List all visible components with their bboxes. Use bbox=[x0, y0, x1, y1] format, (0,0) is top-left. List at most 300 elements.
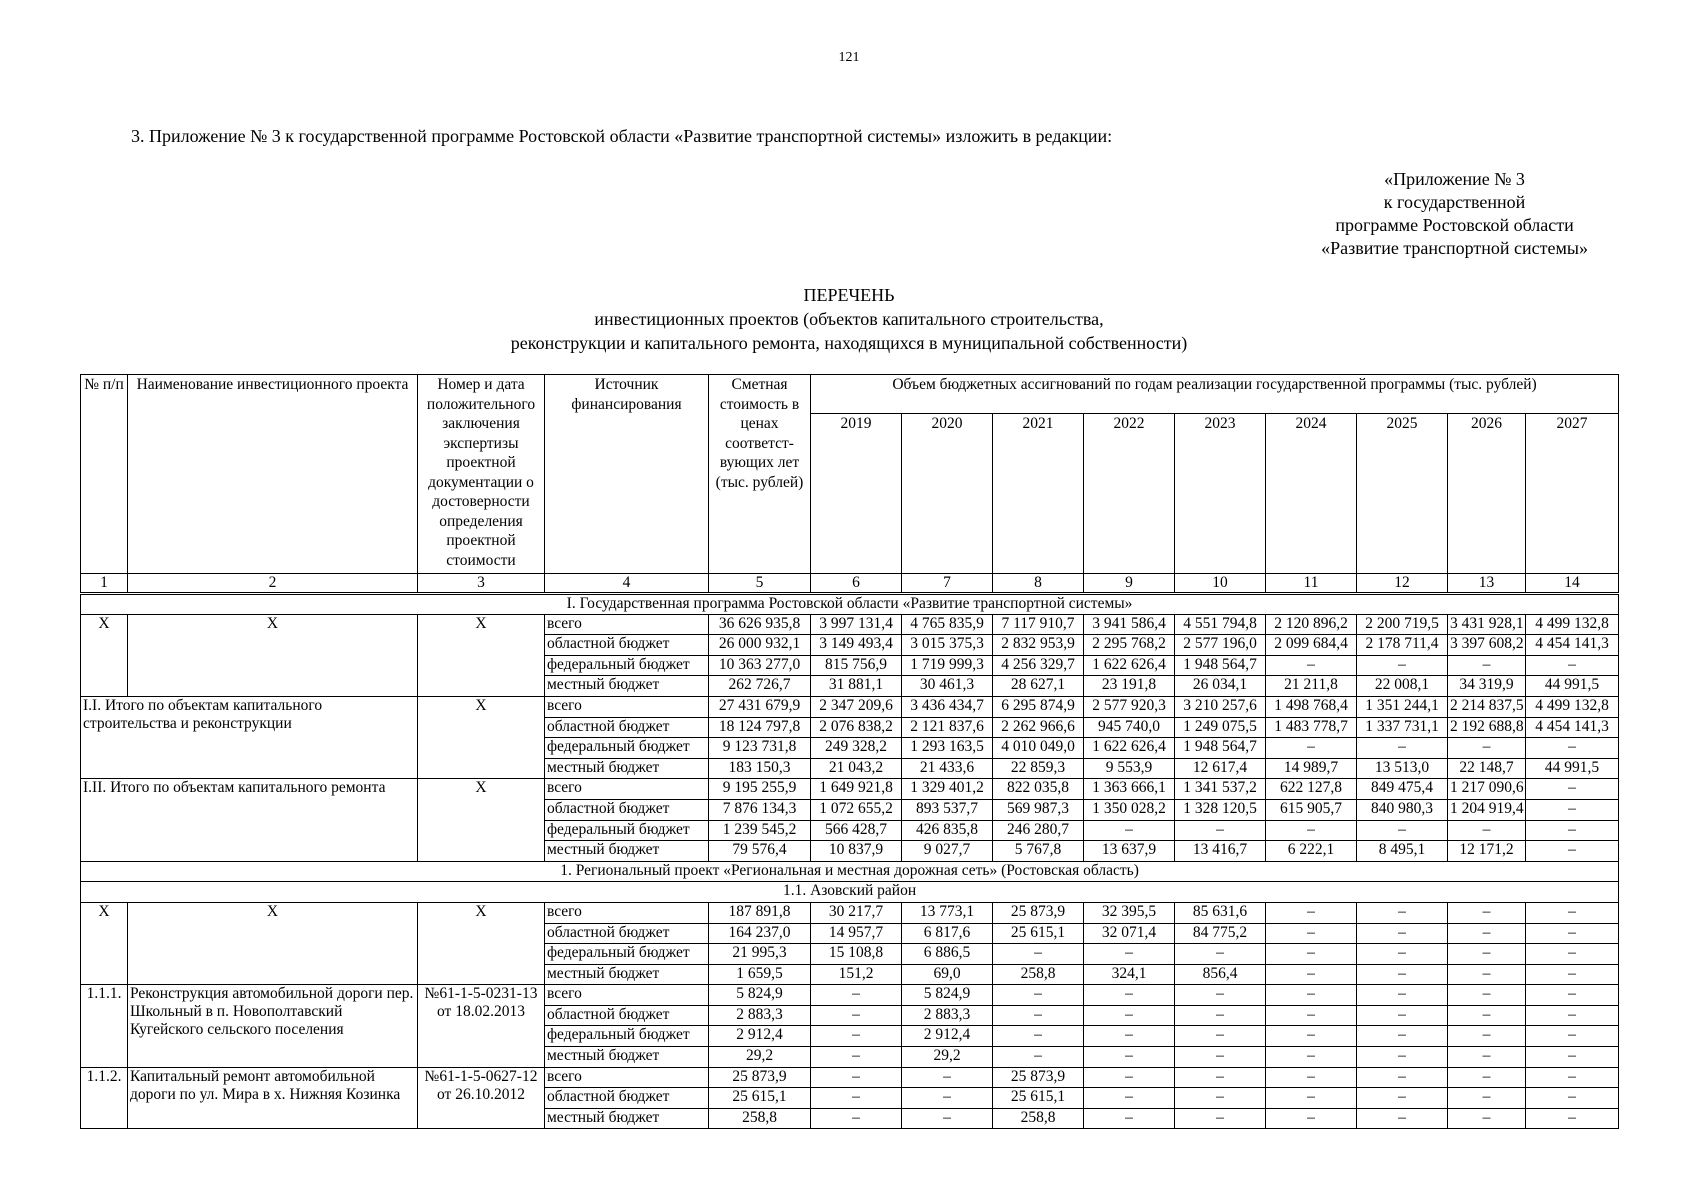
amount-cell: 840 980,3 bbox=[1357, 799, 1448, 820]
amount-cell: – bbox=[1526, 1067, 1619, 1088]
page-number: 121 bbox=[838, 50, 860, 65]
amount-cell: – bbox=[1448, 923, 1526, 944]
amount-cell: 945 740,0 bbox=[1084, 717, 1175, 738]
amount-cell: – bbox=[1448, 964, 1526, 985]
amount-cell: 84 775,2 bbox=[1175, 923, 1266, 944]
amount-cell: 2 192 688,8 bbox=[1448, 717, 1526, 738]
item-number: 1.1.1. bbox=[81, 985, 128, 1067]
amount-cell: 30 217,7 bbox=[811, 902, 902, 923]
expertise-number: X bbox=[418, 779, 545, 861]
item-number: X bbox=[81, 902, 128, 984]
amount-cell: 258,8 bbox=[993, 964, 1084, 985]
amount-cell: 79 576,4 bbox=[709, 841, 811, 862]
header-name: Наименование инвестиционного проекта bbox=[128, 375, 418, 574]
appendix-line: программе Ростовской области bbox=[1335, 215, 1574, 235]
funding-source: всего bbox=[545, 902, 709, 923]
amount-cell: 3 149 493,4 bbox=[811, 635, 902, 656]
amount-cell: 25 615,1 bbox=[993, 923, 1084, 944]
column-number: 5 bbox=[709, 574, 811, 594]
amount-cell: – bbox=[1357, 985, 1448, 1006]
amount-cell: – bbox=[1175, 1005, 1266, 1026]
year-header: 2023 bbox=[1175, 414, 1266, 574]
table-row bbox=[81, 1067, 1619, 1088]
amount-cell: 1 337 731,1 bbox=[1357, 717, 1448, 738]
amount-cell: 1 350 028,2 bbox=[1084, 799, 1175, 820]
funding-source: федеральный бюджет bbox=[545, 1026, 709, 1047]
amount-cell: – bbox=[1266, 985, 1357, 1006]
amount-cell: – bbox=[1175, 1088, 1266, 1109]
amount-cell: – bbox=[1084, 1026, 1175, 1047]
amount-cell: 2 347 209,6 bbox=[811, 696, 902, 717]
amount-cell: 5 824,9 bbox=[709, 985, 811, 1006]
section-row bbox=[81, 861, 1619, 882]
funding-source: местный бюджет bbox=[545, 841, 709, 862]
amount-cell: 622 127,8 bbox=[1266, 779, 1357, 800]
amount-cell: – bbox=[1448, 902, 1526, 923]
amount-cell: 25 873,9 bbox=[709, 1067, 811, 1088]
appendix-line: «Развитие транспортной системы» bbox=[1321, 238, 1588, 258]
amount-cell: – bbox=[1448, 1026, 1526, 1047]
amount-cell: 5 824,9 bbox=[902, 985, 993, 1006]
amount-cell: – bbox=[1448, 820, 1526, 841]
amount-cell: 1 498 768,4 bbox=[1266, 696, 1357, 717]
table-row bbox=[81, 902, 1619, 923]
funding-source: федеральный бюджет bbox=[545, 738, 709, 759]
amount-cell: 23 191,8 bbox=[1084, 676, 1175, 697]
investment-projects-table bbox=[80, 374, 1619, 1129]
amount-cell: 3 941 586,4 bbox=[1084, 614, 1175, 635]
amount-cell: – bbox=[993, 1047, 1084, 1068]
amount-cell: – bbox=[1526, 799, 1619, 820]
year-header: 2025 bbox=[1357, 414, 1448, 574]
amount-cell: 3 436 434,7 bbox=[902, 696, 993, 717]
amount-cell: 1 239 545,2 bbox=[709, 820, 811, 841]
amount-cell: – bbox=[1526, 902, 1619, 923]
title-line: реконструкции и капитального ремонта, находящихся в муниципальной собственности) bbox=[510, 333, 1188, 353]
amount-cell: 4 499 132,8 bbox=[1526, 696, 1619, 717]
amount-cell: 1 622 626,4 bbox=[1084, 738, 1175, 759]
amount-cell: 22 148,7 bbox=[1448, 758, 1526, 779]
amount-cell: 249 328,2 bbox=[811, 738, 902, 759]
amount-cell: 10 837,9 bbox=[811, 841, 902, 862]
amount-cell: 2 912,4 bbox=[902, 1026, 993, 1047]
amount-cell: 2 912,4 bbox=[709, 1026, 811, 1047]
table-row bbox=[81, 779, 1619, 800]
section-row bbox=[81, 882, 1619, 903]
amount-cell: 1 341 537,2 bbox=[1175, 779, 1266, 800]
amount-cell: 4 551 794,8 bbox=[1175, 614, 1266, 635]
amount-cell: 9 123 731,8 bbox=[709, 738, 811, 759]
amount-cell: 1 363 666,1 bbox=[1084, 779, 1175, 800]
amount-cell: 1 948 564,7 bbox=[1175, 655, 1266, 676]
amount-cell: 2 832 953,9 bbox=[993, 635, 1084, 656]
amount-cell: 1 204 919,4 bbox=[1448, 799, 1526, 820]
amount-cell: – bbox=[1526, 1026, 1619, 1047]
amount-cell: – bbox=[1526, 1005, 1619, 1026]
amount-cell: – bbox=[811, 1005, 902, 1026]
amount-cell: 324,1 bbox=[1084, 964, 1175, 985]
amount-cell: – bbox=[1266, 1108, 1357, 1129]
amount-cell: – bbox=[1357, 944, 1448, 965]
amount-cell: 2 178 711,4 bbox=[1357, 635, 1448, 656]
amount-cell: – bbox=[1357, 902, 1448, 923]
amount-cell: 4 010 049,0 bbox=[993, 738, 1084, 759]
amount-cell: – bbox=[1448, 1108, 1526, 1129]
item-number: X bbox=[81, 614, 128, 696]
amount-cell: 6 295 874,9 bbox=[993, 696, 1084, 717]
amount-cell: 9 553,9 bbox=[1084, 758, 1175, 779]
amount-cell: – bbox=[1084, 985, 1175, 1006]
amount-cell: – bbox=[1357, 738, 1448, 759]
funding-source: всего bbox=[545, 1067, 709, 1088]
amount-cell: 815 756,9 bbox=[811, 655, 902, 676]
amount-cell: 2 214 837,5 bbox=[1448, 696, 1526, 717]
amount-cell: 246 280,7 bbox=[993, 820, 1084, 841]
amount-cell: 6 886,5 bbox=[902, 944, 993, 965]
amount-cell: 2 883,3 bbox=[902, 1005, 993, 1026]
amount-cell: – bbox=[1266, 1067, 1357, 1088]
amount-cell: 34 319,9 bbox=[1448, 676, 1526, 697]
amount-cell: 4 499 132,8 bbox=[1526, 614, 1619, 635]
amount-cell: 4 454 141,3 bbox=[1526, 635, 1619, 656]
appendix-line: «Приложение № 3 bbox=[1384, 169, 1525, 189]
amount-cell: 5 767,8 bbox=[993, 841, 1084, 862]
amount-cell: 187 891,8 bbox=[709, 902, 811, 923]
amount-cell: 426 835,8 bbox=[902, 820, 993, 841]
column-number: 14 bbox=[1526, 574, 1619, 594]
amount-cell: 13 416,7 bbox=[1175, 841, 1266, 862]
amount-cell: 258,8 bbox=[993, 1108, 1084, 1129]
amount-cell: – bbox=[1266, 1047, 1357, 1068]
amount-cell: 18 124 797,8 bbox=[709, 717, 811, 738]
funding-source: всего bbox=[545, 985, 709, 1006]
amount-cell: 30 461,3 bbox=[902, 676, 993, 697]
amount-cell: – bbox=[1084, 820, 1175, 841]
amount-cell: – bbox=[1084, 1047, 1175, 1068]
amount-cell: 2 577 196,0 bbox=[1175, 635, 1266, 656]
amount-cell: 28 627,1 bbox=[993, 676, 1084, 697]
column-number: 11 bbox=[1266, 574, 1357, 594]
column-number: 6 bbox=[811, 574, 902, 594]
amount-cell: 849 475,4 bbox=[1357, 779, 1448, 800]
amount-cell: – bbox=[1357, 1067, 1448, 1088]
amount-cell: 31 881,1 bbox=[811, 676, 902, 697]
amount-cell: 21 995,3 bbox=[709, 944, 811, 965]
amount-cell: 164 237,0 bbox=[709, 923, 811, 944]
year-header: 2027 bbox=[1526, 414, 1619, 574]
amount-cell: 1 622 626,4 bbox=[1084, 655, 1175, 676]
amount-cell: 1 249 075,5 bbox=[1175, 717, 1266, 738]
amount-cell: – bbox=[1526, 655, 1619, 676]
amount-cell: – bbox=[1175, 985, 1266, 1006]
amount-cell: 15 108,8 bbox=[811, 944, 902, 965]
amount-cell: – bbox=[1266, 1088, 1357, 1109]
amount-cell: – bbox=[1448, 1047, 1526, 1068]
amount-cell: 25 873,9 bbox=[993, 1067, 1084, 1088]
section-row bbox=[81, 594, 1619, 615]
funding-source: федеральный бюджет bbox=[545, 655, 709, 676]
appendix-line: к государственной bbox=[1383, 192, 1526, 212]
amount-cell: 6 222,1 bbox=[1266, 841, 1357, 862]
table-row bbox=[81, 985, 1619, 1006]
amount-cell: 856,4 bbox=[1175, 964, 1266, 985]
amount-cell: 183 150,3 bbox=[709, 758, 811, 779]
amount-cell: – bbox=[1084, 1088, 1175, 1109]
amount-cell: – bbox=[1266, 902, 1357, 923]
amount-cell: – bbox=[902, 1067, 993, 1088]
amount-cell: – bbox=[993, 1005, 1084, 1026]
amount-cell: – bbox=[1084, 1005, 1175, 1026]
amount-cell: 1 351 244,1 bbox=[1357, 696, 1448, 717]
amount-cell: 2 121 837,6 bbox=[902, 717, 993, 738]
funding-source: всего bbox=[545, 614, 709, 635]
funding-source: местный бюджет bbox=[545, 758, 709, 779]
column-number: 3 bbox=[418, 574, 545, 594]
column-number: 4 bbox=[545, 574, 709, 594]
amount-cell: – bbox=[1266, 1005, 1357, 1026]
amount-cell: 262 726,7 bbox=[709, 676, 811, 697]
amount-cell: – bbox=[1357, 1047, 1448, 1068]
amount-cell: – bbox=[1448, 944, 1526, 965]
amount-cell: 29,2 bbox=[902, 1047, 993, 1068]
total-name: I.II. Итого по объектам капитального ремонта bbox=[81, 779, 418, 861]
funding-source: федеральный бюджет bbox=[545, 944, 709, 965]
amount-cell: 26 034,1 bbox=[1175, 676, 1266, 697]
amount-cell: – bbox=[1526, 964, 1619, 985]
table-row bbox=[81, 614, 1619, 635]
amount-cell: 9 027,7 bbox=[902, 841, 993, 862]
amount-cell: 2 099 684,4 bbox=[1266, 635, 1357, 656]
expertise-number: X bbox=[418, 614, 545, 696]
amount-cell: – bbox=[1175, 1047, 1266, 1068]
amount-cell: 1 719 999,3 bbox=[902, 655, 993, 676]
funding-source: областной бюджет bbox=[545, 635, 709, 656]
amount-cell: – bbox=[1448, 1005, 1526, 1026]
amount-cell: – bbox=[1175, 1108, 1266, 1129]
amount-cell: – bbox=[811, 985, 902, 1006]
column-number: 12 bbox=[1357, 574, 1448, 594]
amount-cell: 2 577 920,3 bbox=[1084, 696, 1175, 717]
funding-source: местный бюджет bbox=[545, 964, 709, 985]
amount-cell: – bbox=[1175, 820, 1266, 841]
header-source: Источник финансирования bbox=[545, 375, 709, 574]
project-name: X bbox=[128, 614, 418, 696]
amount-cell: 36 626 935,8 bbox=[709, 614, 811, 635]
title-line: ПЕРЕЧЕНЬ bbox=[803, 285, 895, 305]
amount-cell: 85 631,6 bbox=[1175, 902, 1266, 923]
amount-cell: 22 008,1 bbox=[1357, 676, 1448, 697]
amount-cell: – bbox=[1448, 985, 1526, 1006]
year-header: 2024 bbox=[1266, 414, 1357, 574]
header-volume: Объем бюджетных ассигнований по годам реализации государственной программы (тыс. рублей) bbox=[811, 375, 1619, 414]
amount-cell: 7 117 910,7 bbox=[993, 614, 1084, 635]
amount-cell: – bbox=[1357, 1026, 1448, 1047]
funding-source: местный бюджет bbox=[545, 1108, 709, 1129]
intro-paragraph: 3. Приложение № 3 к государственной программе Ростовской области «Развитие транспортной системы» изложить в редакции: bbox=[131, 126, 1113, 146]
amount-cell: 25 615,1 bbox=[709, 1088, 811, 1109]
amount-cell: 44 991,5 bbox=[1526, 676, 1619, 697]
amount-cell: – bbox=[1526, 1088, 1619, 1109]
expertise-number: X bbox=[418, 902, 545, 984]
amount-cell: – bbox=[1266, 944, 1357, 965]
year-header: 2026 bbox=[1448, 414, 1526, 574]
amount-cell: 2 120 896,2 bbox=[1266, 614, 1357, 635]
funding-source: местный бюджет bbox=[545, 676, 709, 697]
column-number: 13 bbox=[1448, 574, 1526, 594]
amount-cell: 569 987,3 bbox=[993, 799, 1084, 820]
amount-cell: 4 256 329,7 bbox=[993, 655, 1084, 676]
amount-cell: 26 000 932,1 bbox=[709, 635, 811, 656]
funding-source: всего bbox=[545, 696, 709, 717]
amount-cell: – bbox=[1175, 1067, 1266, 1088]
amount-cell: – bbox=[993, 944, 1084, 965]
amount-cell: 1 217 090,6 bbox=[1448, 779, 1526, 800]
amount-cell: – bbox=[1266, 964, 1357, 985]
amount-cell: 566 428,7 bbox=[811, 820, 902, 841]
amount-cell: 3 431 928,1 bbox=[1448, 614, 1526, 635]
amount-cell: – bbox=[902, 1108, 993, 1129]
amount-cell: 4 765 835,9 bbox=[902, 614, 993, 635]
amount-cell: 1 329 401,2 bbox=[902, 779, 993, 800]
amount-cell: 3 015 375,3 bbox=[902, 635, 993, 656]
amount-cell: – bbox=[1526, 841, 1619, 862]
amount-cell: – bbox=[811, 1047, 902, 1068]
amount-cell: – bbox=[1448, 655, 1526, 676]
year-header: 2020 bbox=[902, 414, 993, 574]
amount-cell: 1 483 778,7 bbox=[1266, 717, 1357, 738]
amount-cell: 2 262 966,6 bbox=[993, 717, 1084, 738]
amount-cell: – bbox=[1357, 1108, 1448, 1129]
amount-cell: 3 397 608,2 bbox=[1448, 635, 1526, 656]
amount-cell: 2 076 838,2 bbox=[811, 717, 902, 738]
project-name: X bbox=[128, 902, 418, 984]
amount-cell: 21 433,6 bbox=[902, 758, 993, 779]
column-number: 7 bbox=[902, 574, 993, 594]
amount-cell: – bbox=[1357, 964, 1448, 985]
amount-cell: 4 454 141,3 bbox=[1526, 717, 1619, 738]
amount-cell: 2 295 768,2 bbox=[1084, 635, 1175, 656]
amount-cell: 822 035,8 bbox=[993, 779, 1084, 800]
column-number: 8 bbox=[993, 574, 1084, 594]
column-number: 1 bbox=[81, 574, 128, 594]
section-title: 1.1. Азовский район bbox=[81, 882, 1619, 903]
amount-cell: – bbox=[1266, 820, 1357, 841]
amount-cell: 3 997 131,4 bbox=[811, 614, 902, 635]
funding-source: федеральный бюджет bbox=[545, 820, 709, 841]
amount-cell: – bbox=[1357, 1005, 1448, 1026]
amount-cell: 32 071,4 bbox=[1084, 923, 1175, 944]
amount-cell: 21 211,8 bbox=[1266, 676, 1357, 697]
amount-cell: – bbox=[1266, 738, 1357, 759]
amount-cell: 1 293 163,5 bbox=[902, 738, 993, 759]
total-name: I.I. Итого по объектам капитального строительства и реконструкции bbox=[81, 696, 418, 778]
amount-cell: 12 171,2 bbox=[1448, 841, 1526, 862]
amount-cell: – bbox=[1266, 923, 1357, 944]
amount-cell: 7 876 134,3 bbox=[709, 799, 811, 820]
amount-cell: 2 883,3 bbox=[709, 1005, 811, 1026]
amount-cell: 32 395,5 bbox=[1084, 902, 1175, 923]
amount-cell: – bbox=[902, 1088, 993, 1109]
amount-cell: 69,0 bbox=[902, 964, 993, 985]
table-row bbox=[81, 696, 1619, 717]
project-name: Реконструкция автомобильной дороги пер. Школьный в п. Новополтавский Кугейского сельского поселения bbox=[128, 985, 418, 1067]
project-name: Капитальный ремонт автомобильной дороги по ул. Мира в х. Нижняя Козинка bbox=[128, 1067, 418, 1129]
amount-cell: 29,2 bbox=[709, 1047, 811, 1068]
section-title: I. Государственная программа Ростовской области «Развитие транспортной системы» bbox=[81, 594, 1619, 615]
expertise-number: №61-1-5-0231-13 от 18.02.2013 bbox=[418, 985, 545, 1067]
funding-source: областной бюджет bbox=[545, 1088, 709, 1109]
amount-cell: – bbox=[1357, 655, 1448, 676]
amount-cell: 1 659,5 bbox=[709, 964, 811, 985]
amount-cell: – bbox=[811, 1026, 902, 1047]
amount-cell: – bbox=[1526, 985, 1619, 1006]
amount-cell: 8 495,1 bbox=[1357, 841, 1448, 862]
amount-cell: – bbox=[1526, 923, 1619, 944]
section-title: 1. Региональный проект «Региональная и местная дорожная сеть» (Ростовская область) bbox=[81, 861, 1619, 882]
amount-cell: – bbox=[993, 985, 1084, 1006]
amount-cell: – bbox=[1175, 944, 1266, 965]
amount-cell: 1 948 564,7 bbox=[1175, 738, 1266, 759]
year-header: 2019 bbox=[811, 414, 902, 574]
amount-cell: 151,2 bbox=[811, 964, 902, 985]
amount-cell: 14 957,7 bbox=[811, 923, 902, 944]
amount-cell: 2 200 719,5 bbox=[1357, 614, 1448, 635]
amount-cell: 25 615,1 bbox=[993, 1088, 1084, 1109]
amount-cell: – bbox=[1448, 738, 1526, 759]
funding-source: областной бюджет bbox=[545, 717, 709, 738]
amount-cell: – bbox=[1266, 1026, 1357, 1047]
amount-cell: – bbox=[1175, 1026, 1266, 1047]
amount-cell: 9 195 255,9 bbox=[709, 779, 811, 800]
amount-cell: 893 537,7 bbox=[902, 799, 993, 820]
amount-cell: – bbox=[1084, 1108, 1175, 1129]
header-num: № п/п bbox=[81, 375, 128, 574]
amount-cell: – bbox=[1266, 655, 1357, 676]
funding-source: областной бюджет bbox=[545, 923, 709, 944]
amount-cell: – bbox=[1448, 1088, 1526, 1109]
amount-cell: 1 649 921,8 bbox=[811, 779, 902, 800]
amount-cell: 14 989,7 bbox=[1266, 758, 1357, 779]
amount-cell: 10 363 277,0 bbox=[709, 655, 811, 676]
amount-cell: – bbox=[1357, 1088, 1448, 1109]
amount-cell: – bbox=[1526, 738, 1619, 759]
expertise-number: X bbox=[418, 696, 545, 778]
amount-cell: – bbox=[1448, 1067, 1526, 1088]
amount-cell: – bbox=[1526, 1047, 1619, 1068]
document-title bbox=[0, 283, 1698, 355]
amount-cell: 25 873,9 bbox=[993, 902, 1084, 923]
amount-cell: – bbox=[1084, 1067, 1175, 1088]
amount-cell: – bbox=[811, 1108, 902, 1129]
funding-source: местный бюджет bbox=[545, 1047, 709, 1068]
amount-cell: 12 617,4 bbox=[1175, 758, 1266, 779]
funding-source: областной бюджет bbox=[545, 1005, 709, 1026]
amount-cell: 1 072 655,2 bbox=[811, 799, 902, 820]
header-cost: Сметная стоимость в ценах соответст-вующих лет (тыс. рублей) bbox=[709, 375, 811, 574]
amount-cell: 6 817,6 bbox=[902, 923, 993, 944]
title-line: инвестиционных проектов (объектов капитального строительства, bbox=[594, 309, 1104, 329]
funding-source: всего bbox=[545, 779, 709, 800]
column-number: 2 bbox=[128, 574, 418, 594]
amount-cell: 13 637,9 bbox=[1084, 841, 1175, 862]
amount-cell: 22 859,3 bbox=[993, 758, 1084, 779]
amount-cell: 21 043,2 bbox=[811, 758, 902, 779]
amount-cell: – bbox=[1357, 923, 1448, 944]
amount-cell: – bbox=[1526, 779, 1619, 800]
amount-cell: – bbox=[1526, 944, 1619, 965]
amount-cell: – bbox=[811, 1067, 902, 1088]
appendix-reference bbox=[1321, 168, 1588, 260]
